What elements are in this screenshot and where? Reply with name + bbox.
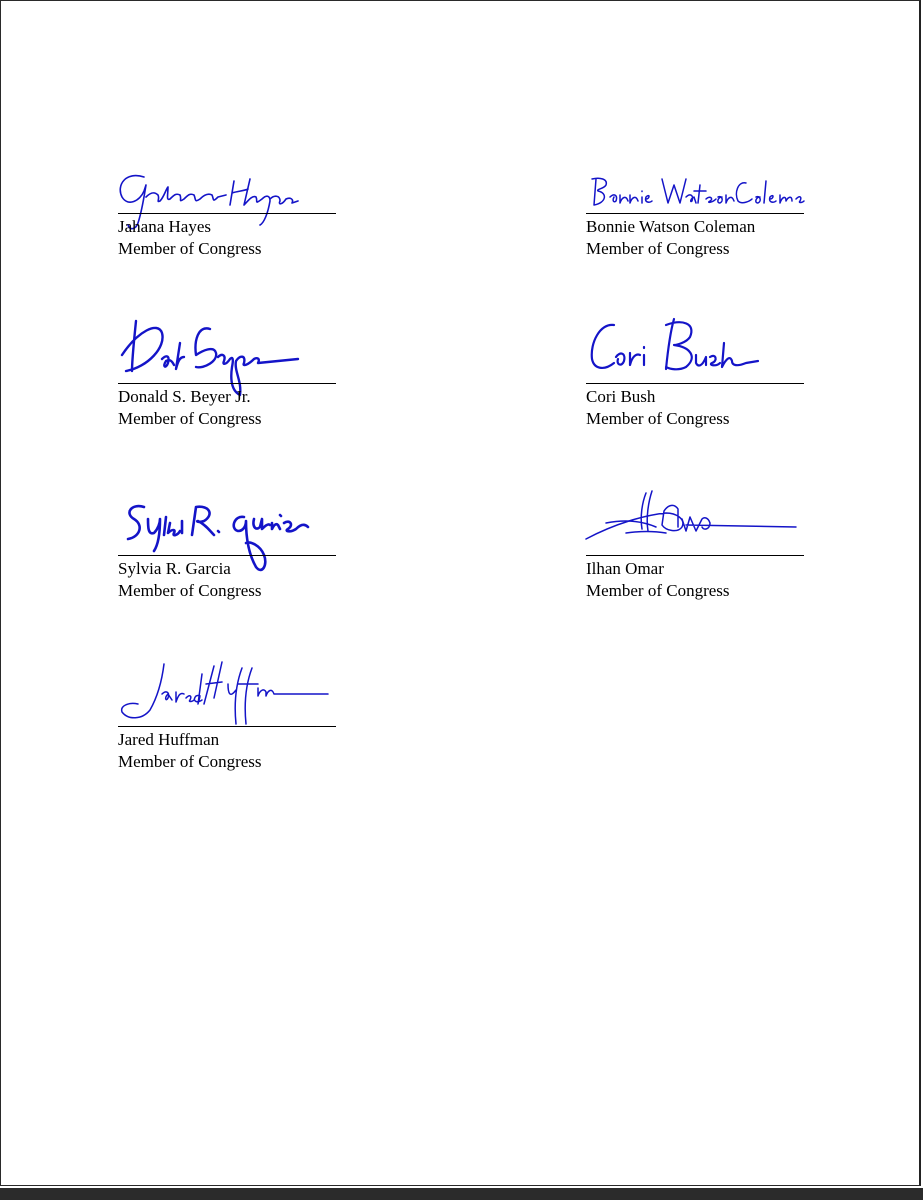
signature-block-jared-huffman [118, 674, 336, 774]
signature-line [586, 555, 804, 556]
signature-line [586, 383, 804, 384]
signature-ilhan-omar [586, 483, 806, 553]
signatory-title: Member of Congress [586, 239, 730, 258]
signatory-name: Jahana Hayes [118, 217, 211, 236]
signatory-name: Donald S. Beyer Jr. [118, 387, 251, 406]
signatory-name: Sylvia R. Garcia [118, 559, 231, 578]
signature-block-bonnie-watson-coleman [586, 161, 804, 261]
signatory-title: Member of Congress [118, 581, 262, 600]
signature-line [118, 383, 336, 384]
signatory-title: Member of Congress [586, 581, 730, 600]
signatory-name: Bonnie Watson Coleman [586, 217, 756, 236]
signature-jared-huffman [118, 654, 338, 734]
signatory-title: Member of Congress [586, 409, 730, 428]
signature-block-cori-bush [586, 331, 804, 431]
signature-block-sylvia-garcia [118, 503, 336, 603]
signatory-name: Jared Huffman [118, 730, 220, 749]
signature-line [118, 726, 336, 727]
signatory-name: Ilhan Omar [586, 559, 664, 578]
signatory-title: Member of Congress [118, 409, 262, 428]
signatory-title: Member of Congress [118, 752, 262, 771]
viewer-bottom-bar [0, 1188, 923, 1200]
signature-line [118, 555, 336, 556]
signature-block-jahana-hayes [118, 161, 336, 261]
signatory-name: Cori Bush [586, 387, 656, 406]
signature-line [586, 213, 804, 214]
signature-block-donald-beyer [118, 331, 336, 431]
signature-line [118, 213, 336, 214]
signatory-title: Member of Congress [118, 239, 262, 258]
signature-block-ilhan-omar [586, 503, 804, 603]
signature-cori-bush [586, 313, 776, 383]
